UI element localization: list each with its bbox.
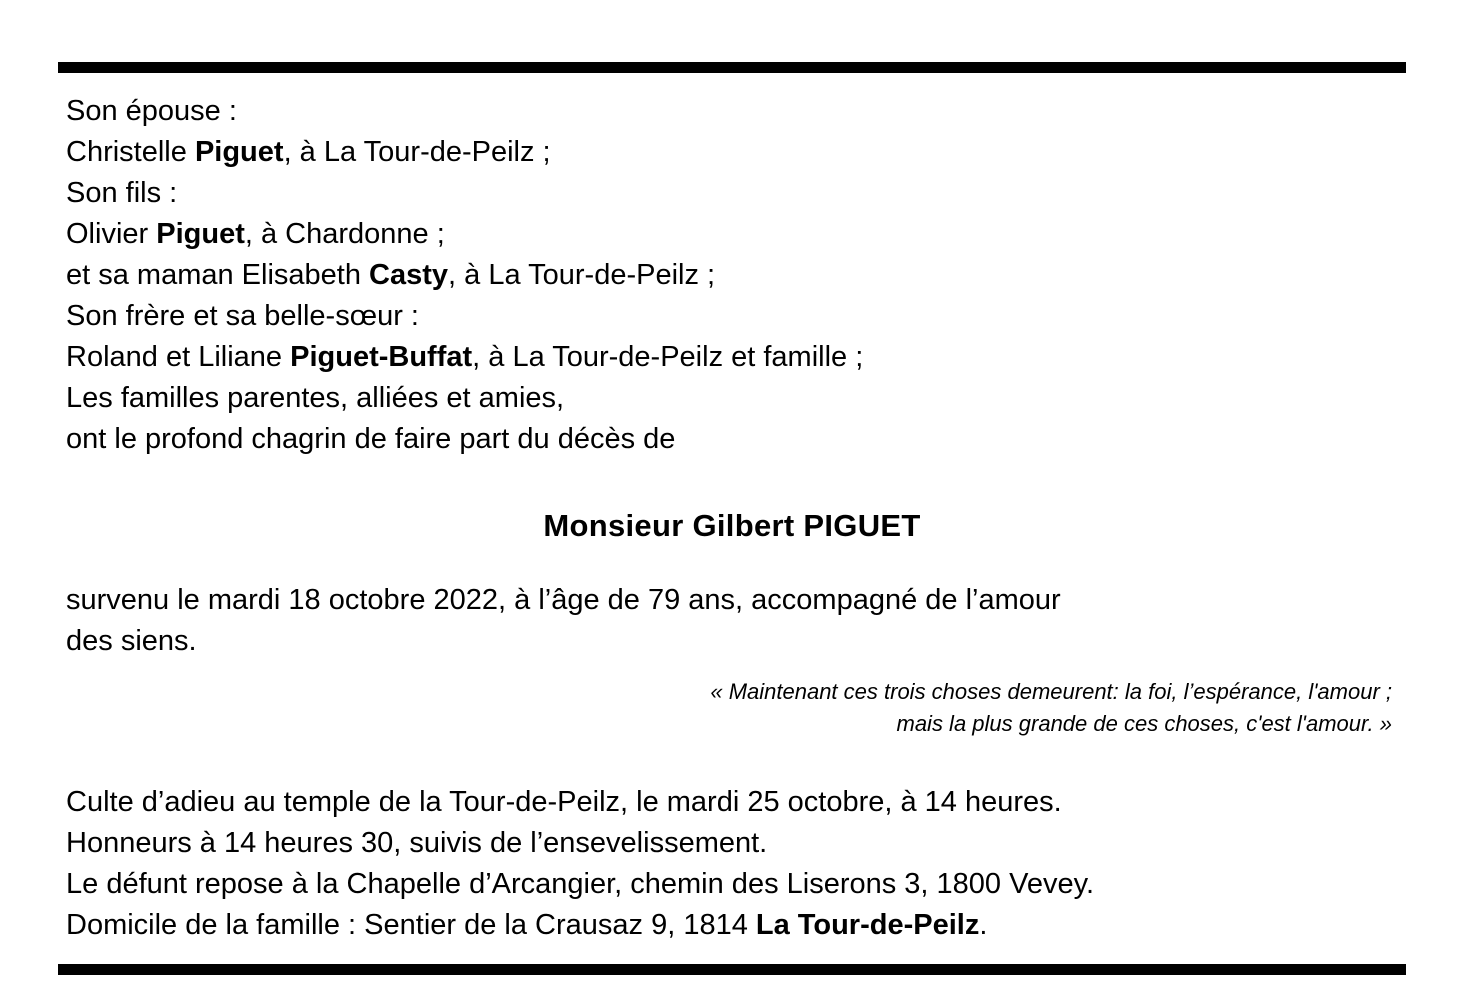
plain-text: Domicile de la famille : Sentier de la Crausaz 9, 1814: [66, 909, 756, 941]
notice-line: [66, 378, 1398, 419]
notice-line: [66, 173, 1398, 214]
quote-line: « Maintenant ces trois choses demeurent: la foi, l’espérance, l'amour ;: [710, 679, 1392, 704]
death-statement: [66, 580, 1398, 662]
plain-text: Christelle: [66, 136, 195, 168]
death-statement-line: survenu le mardi 18 octobre 2022, à l’âge de 79 ans, accompagné de l’amour: [66, 584, 1061, 616]
notice-line: [66, 419, 1398, 460]
emphasis-text: Piguet: [194, 136, 284, 168]
emphasis-text: Piguet-Buffat: [290, 341, 473, 373]
notice-line: [66, 296, 1398, 337]
emphasis-text: Casty: [369, 259, 449, 291]
notice-line: [66, 91, 1398, 132]
plain-text: Les familles parentes, alliées et amies,: [66, 382, 565, 414]
service-line: [66, 823, 1398, 864]
notice-line: [66, 132, 1398, 173]
plain-text: ont le profond chagrin de faire part du décès de: [66, 423, 676, 455]
quote-block: [66, 676, 1398, 740]
death-statement-line: des siens.: [66, 625, 197, 657]
plain-text: , à La Tour-de-Peilz et famille ;: [472, 341, 864, 373]
service-details: [66, 782, 1398, 946]
quote-line: mais la plus grande de ces choses, c'est l'amour. »: [896, 711, 1392, 736]
plain-text: Olivier: [66, 218, 157, 250]
notice-line: [66, 255, 1398, 296]
notice-body: [58, 73, 1406, 950]
notice-line: [66, 337, 1398, 378]
plain-text: , à Chardonne ;: [244, 218, 445, 250]
plain-text: .: [979, 909, 988, 941]
death-notice: [58, 62, 1406, 975]
plain-text: Son fils :: [66, 177, 178, 209]
service-line: [66, 864, 1398, 905]
service-line: [66, 905, 1398, 946]
plain-text: et sa maman Elisabeth: [66, 259, 370, 291]
plain-text: , à La Tour-de-Peilz ;: [283, 136, 551, 168]
plain-text: Roland et Liliane: [66, 341, 291, 373]
notice-line: [66, 214, 1398, 255]
plain-text: Son frère et sa belle-sœur :: [66, 300, 419, 332]
deceased-name: Monsieur Gilbert PIGUET: [543, 508, 921, 543]
plain-text: Son épouse :: [66, 95, 237, 127]
emphasis-text: Piguet: [156, 218, 245, 250]
emphasis-text: La Tour-de-Peilz: [755, 909, 980, 941]
plain-text: Culte d’adieu au temple de la Tour-de-Peilz, le mardi 25 octobre, à 14 heures.: [66, 786, 1062, 818]
spacer: [66, 740, 1398, 782]
bottom-rule: [58, 964, 1406, 975]
plain-text: , à La Tour-de-Peilz ;: [448, 259, 716, 291]
plain-text: Honneurs à 14 heures 30, suivis de l’ensevelissement.: [66, 827, 768, 859]
plain-text: Le défunt repose à la Chapelle d’Arcangier, chemin des Liserons 3, 1800 Vevey.: [66, 868, 1095, 900]
intro-lines: [66, 91, 1398, 460]
top-rule: [58, 62, 1406, 73]
service-line: [66, 782, 1398, 823]
